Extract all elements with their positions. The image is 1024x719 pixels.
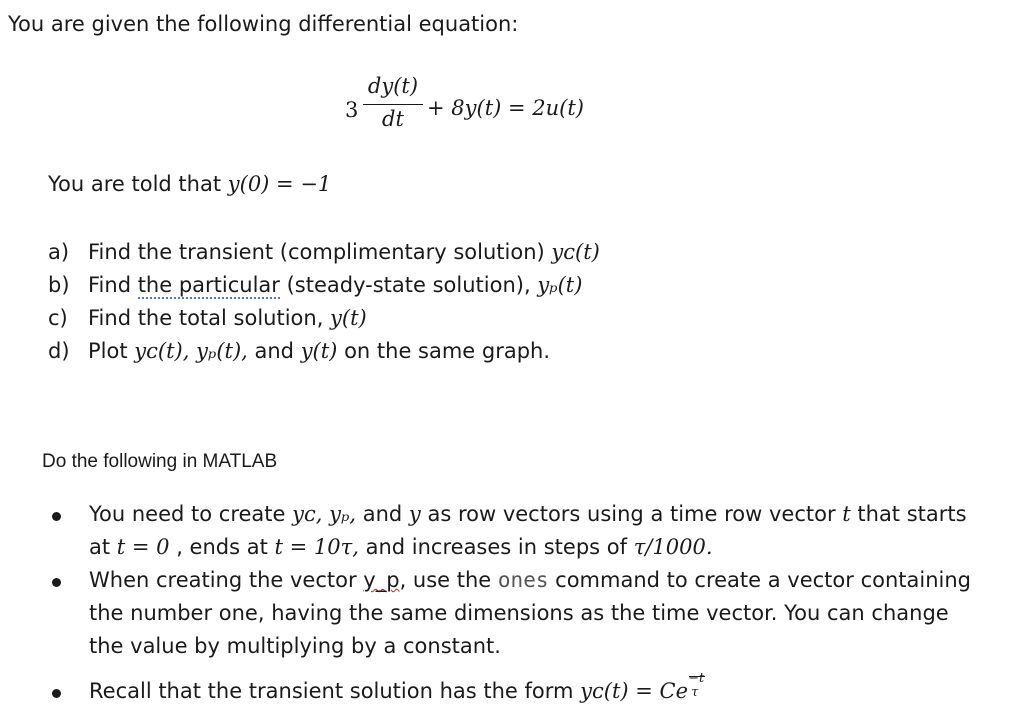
bullet-math: τ/1000. [633, 535, 713, 559]
bullet-2-line-2 [48, 597, 971, 630]
part-text-mid: and [247, 339, 301, 363]
bullet-text: , use the [399, 568, 498, 592]
bullet-math: t = 10τ, [274, 535, 359, 559]
part-label: a) [48, 240, 70, 264]
bullet-dot-icon [52, 512, 61, 521]
part-text-pre: Find [88, 273, 138, 297]
bullet-text: the number one, having the same dimensions as the time vector. You can change [89, 601, 949, 625]
bullet-text: as row vectors using a time row vector [420, 502, 843, 526]
bullet-dot-icon [52, 578, 61, 587]
bullet-text: , ends at [169, 535, 275, 559]
bullet-math: yᴄ(t) = Ce [580, 679, 689, 703]
equation-rest: + 8y(t) = 2u(t) [427, 96, 584, 120]
bullet-text: the value by multiplying by a constant. [89, 634, 501, 658]
bullet-2-line-1 [48, 564, 971, 597]
part-label: d) [48, 339, 70, 363]
equation-coefficient: 3 [345, 98, 359, 122]
part-d [48, 335, 600, 368]
bullet-2-line-3 [48, 630, 971, 663]
part-c [48, 302, 600, 335]
part-text: Plot [88, 339, 135, 363]
part-text: Find the transient (complimentary solution) [88, 240, 552, 264]
part-text-tail: on the same graph. [337, 339, 551, 363]
bullet-math: t = 0 [116, 535, 170, 559]
bullet-math: yᴄ, yₚ, [292, 502, 357, 526]
bullet-dot-icon [52, 689, 61, 698]
bullet-3-line-1 [48, 671, 971, 708]
part-math-1: yᴄ(t), yₚ(t), [134, 339, 248, 363]
bullet-math: t [842, 502, 851, 526]
bullet-list [48, 498, 971, 708]
equation-fraction [363, 74, 423, 131]
fraction-bar [363, 104, 423, 105]
bullet-text: You need to create [89, 502, 293, 526]
bullet-variable: y_p [363, 568, 400, 592]
bullet-text: at [89, 535, 117, 559]
exponent-fraction [688, 671, 706, 700]
part-a [48, 236, 600, 269]
initial-condition-lead: You are told that [48, 172, 228, 196]
question-parts [48, 236, 600, 368]
fraction-numerator: dy(t) [367, 74, 419, 98]
exponent-denominator: τ [691, 685, 699, 700]
part-text: Find the total solution, [88, 306, 331, 330]
bullet-text: When creating the vector [89, 568, 364, 592]
bullet-text: Recall that the transient solution has the form [89, 679, 581, 703]
bullet-1-line-1 [48, 498, 971, 531]
bullet-text: and increases in steps of [358, 535, 634, 559]
part-math: yᴄ(t) [551, 240, 600, 264]
part-math-2: y(t) [300, 339, 338, 363]
bullet-text: that starts [850, 502, 967, 526]
initial-condition-math: y(0) = −1 [227, 172, 332, 196]
part-math: yₚ(t) [537, 273, 583, 297]
initial-condition [48, 172, 331, 196]
part-text-dotted: the particular [137, 273, 280, 297]
part-b [48, 269, 600, 302]
bullet-1-line-2 [48, 531, 971, 564]
bullet-math: y [408, 502, 421, 526]
fraction-denominator: dt [382, 107, 404, 131]
exponent-numerator: −t [688, 671, 705, 686]
intro-text: You are given the following differential equation: [8, 12, 519, 36]
part-math: y(t) [330, 306, 367, 330]
bullet-text: command to create a vector containing [548, 568, 971, 592]
matlab-heading: Do the following in MATLAB [42, 451, 278, 472]
part-label: c) [48, 306, 68, 330]
bullet-code: ones [497, 568, 549, 592]
bullet-text: and [356, 502, 409, 526]
part-label: b) [48, 273, 70, 297]
part-text: (steady-state solution), [279, 273, 538, 297]
